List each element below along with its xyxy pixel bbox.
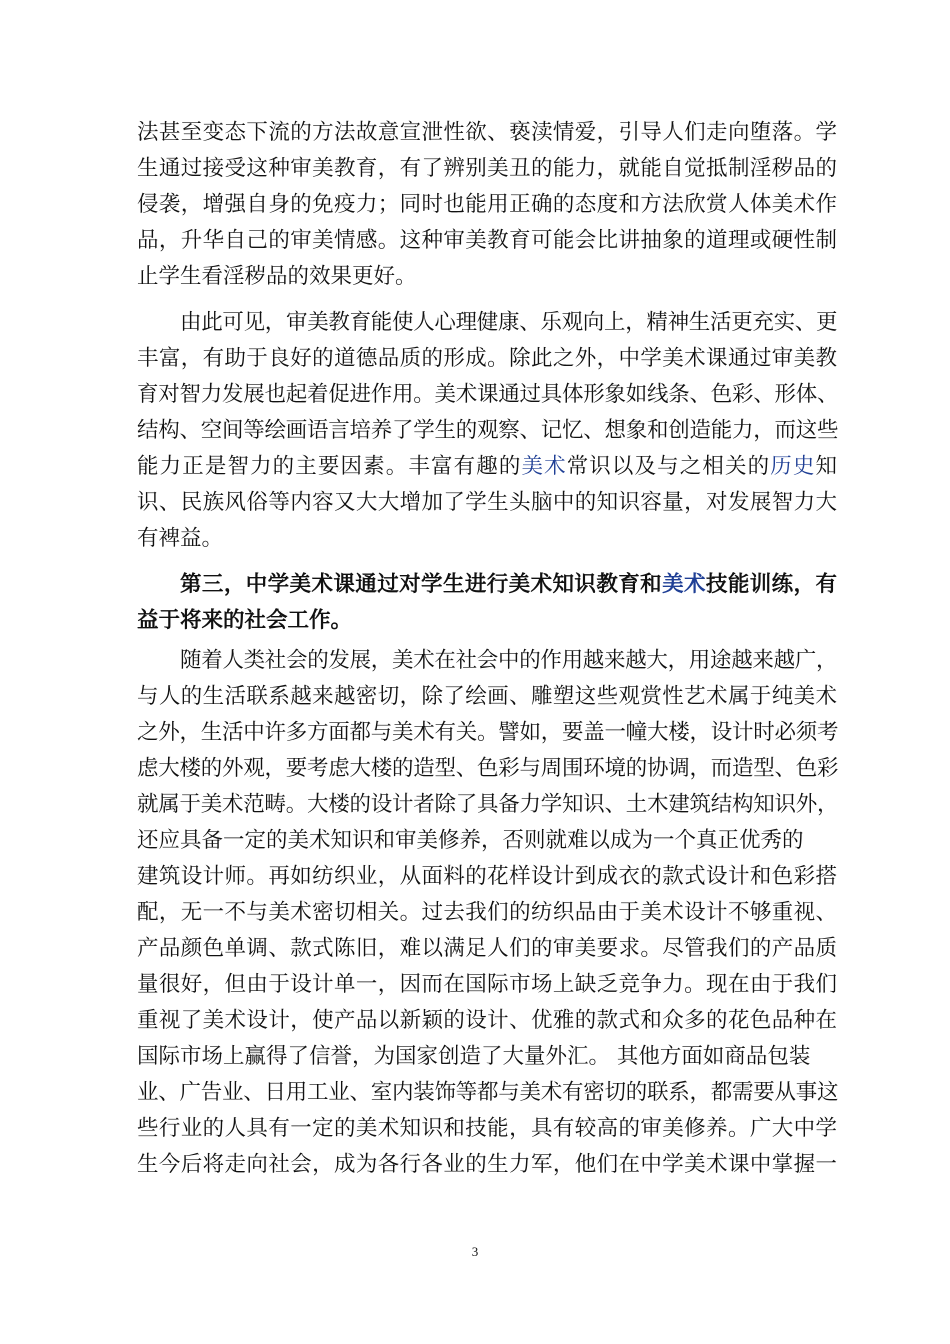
paragraph-3-line-2: 与人的生活联系越来越密切，除了绘画、雕塑这些观赏性艺术属于纯美术 bbox=[137, 684, 837, 709]
paragraph-1-line-3: 侵袭，增强自身的免疫力；同时也能用正确的态度和方法欣赏人体美术作 bbox=[137, 192, 837, 217]
paragraph-1-line-1: 法甚至变态下流的方法故意宣泄性欲、亵渎情爱，引导人们走向堕落。学 bbox=[137, 120, 837, 145]
section-heading-text-b: 技能训练，有 bbox=[705, 572, 837, 597]
page-number: 3 bbox=[471, 1244, 479, 1259]
paragraph-2-line-1: 由此可见，审美教育能使人心理健康、乐观向上，精神生活更充实、更 bbox=[180, 310, 837, 335]
paragraph-3-line-15: 生今后将走向社会，成为各行各业的生力军，他们在中学美术课中掌握一 bbox=[137, 1152, 837, 1177]
paragraph-3-line-13: 业、广告业、日用工业、室内装饰等都与美术有密切的联系，都需要从事这 bbox=[137, 1080, 839, 1105]
paragraph-3-line-8: 配，无一不与美术密切相关。过去我们的纺织品由于美术设计不够重视、 bbox=[137, 900, 837, 925]
paragraph-3-line-10: 量很好，但由于设计单一，因而在国际市场上缺乏竞争力。现在由于我们 bbox=[137, 972, 837, 997]
section-heading-line-2: 益于将来的社会工作。 bbox=[137, 608, 353, 633]
paragraph-3-line-4: 虑大楼的外观，要考虑大楼的造型、色彩与周围环境的协调，而造型、色彩 bbox=[137, 756, 839, 781]
paragraph-3-line-7: 建筑设计师。再如纺织业，从面料的花样设计到成衣的款式设计和色彩搭 bbox=[137, 864, 837, 889]
paragraph-3-line-5: 就属于美术范畴。大楼的设计者除了具备力学知识、土木建筑结构知识外， bbox=[137, 792, 839, 817]
paragraph-3-line-3: 之外，生活中许多方面都与美术有关。譬如，要盖一幢大楼，设计时必须考 bbox=[137, 720, 839, 745]
paragraph-3-line-11: 重视了美术设计，使产品以新颖的设计、优雅的款式和众多的花色品种在 bbox=[137, 1008, 837, 1033]
meishu-link[interactable]: 美术 bbox=[521, 454, 567, 479]
paragraph-1-line-2: 生通过接受这种审美教育，有了辨别美丑的能力，就能自觉抵制淫秽品的 bbox=[137, 156, 837, 181]
paragraph-3-line-12: 国际市场上赢得了信誉，为国家创造了大量外汇。 其他方面如商品包装 bbox=[137, 1044, 811, 1069]
paragraph-2-line-5-text-a: 能力正是智力的主要因素。丰富有趣的 bbox=[137, 454, 522, 479]
section-heading-text-a: 第三，中学美术课通过对学生进行美术知识教育和 bbox=[180, 572, 663, 597]
heading-meishu-link[interactable]: 美术 bbox=[662, 572, 706, 597]
paragraph-2-line-5 bbox=[137, 451, 837, 483]
paragraph-2-line-3: 育对智力发展也起着促进作用。美术课通过具体形象如线条、色彩、形体、 bbox=[137, 382, 839, 407]
paragraph-2-line-5-text-b: 常识以及与之相关的 bbox=[566, 454, 771, 479]
paragraph-2-line-7: 有裨益。 bbox=[137, 526, 224, 551]
paragraph-1-line-4: 品，升华自己的审美情感。这种审美教育可能会比讲抽象的道理或硬性制 bbox=[137, 228, 837, 253]
lishi-link[interactable]: 历史 bbox=[770, 454, 816, 479]
section-heading-line-1 bbox=[180, 569, 837, 601]
paragraph-2-line-4: 结构、空间等绘画语言培养了学生的观察、记忆、想象和创造能力，而这些 bbox=[137, 418, 839, 443]
paragraph-1-line-5: 止学生看淫秽品的效果更好。 bbox=[137, 264, 417, 289]
paragraph-3-line-1: 随着人类社会的发展，美术在社会中的作用越来越大，用途越来越广， bbox=[180, 648, 837, 673]
paragraph-3-line-6: 还应具备一定的美术知识和审美修养，否则就难以成为一个真正优秀的 bbox=[137, 828, 804, 853]
paragraph-2-line-6: 识、民族风俗等内容又大大增加了学生头脑中的知识容量，对发展智力大 bbox=[137, 490, 837, 515]
paragraph-2-line-2: 丰富，有助于良好的道德品质的形成。除此之外，中学美术课通过审美教 bbox=[137, 346, 837, 371]
paragraph-3-line-9: 产品颜色单调、款式陈旧，难以满足人们的审美要求。尽管我们的产品质 bbox=[137, 936, 837, 961]
paragraph-2-line-5-text-c: 知 bbox=[815, 454, 837, 479]
paragraph-3-line-14: 些行业的人具有一定的美术知识和技能，具有较高的审美修养。广大中学 bbox=[137, 1116, 837, 1141]
